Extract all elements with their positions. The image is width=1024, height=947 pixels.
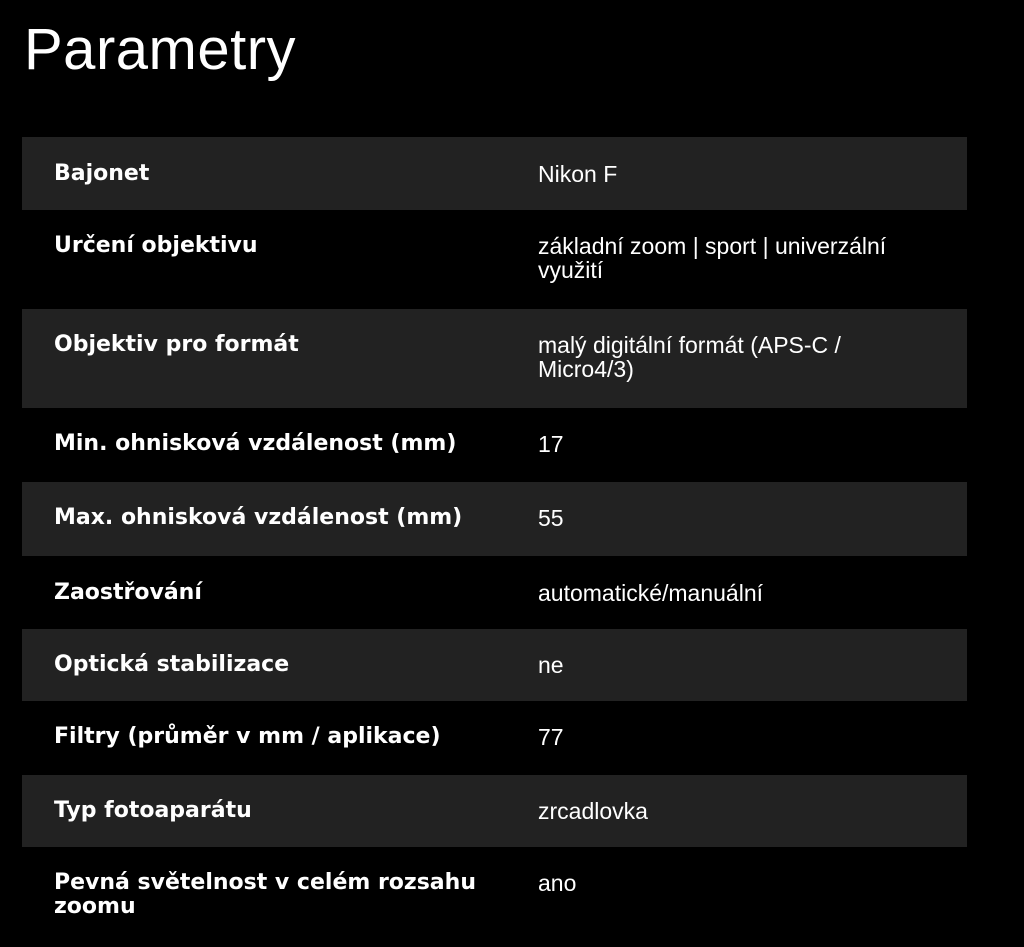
table-row bbox=[22, 775, 967, 847]
param-label: Určení objektivu bbox=[54, 233, 258, 258]
table-row bbox=[22, 210, 967, 309]
param-label: Max. ohnisková vzdálenost (mm) bbox=[54, 505, 463, 530]
table-row bbox=[22, 556, 967, 629]
table-row bbox=[22, 408, 967, 482]
param-value: 17 bbox=[538, 431, 564, 457]
table-row bbox=[22, 137, 967, 210]
table-row bbox=[22, 847, 967, 945]
param-value: 77 bbox=[538, 724, 564, 750]
param-value: zrcadlovka bbox=[538, 798, 648, 824]
param-label: Bajonet bbox=[54, 161, 150, 186]
param-value: malý digitální formát (APS-C / Micro4/3) bbox=[538, 332, 841, 382]
table-row bbox=[22, 701, 967, 775]
param-value: základní zoom | sport | univerzální využití bbox=[538, 233, 887, 283]
param-label: Zaostřování bbox=[54, 580, 202, 605]
table-row bbox=[22, 482, 967, 556]
params-table bbox=[22, 137, 967, 945]
param-value: automatické/manuální bbox=[538, 580, 764, 606]
param-label: Optická stabilizace bbox=[54, 652, 290, 677]
param-label: Typ fotoaparátu bbox=[54, 798, 252, 823]
param-label: Objektiv pro formát bbox=[54, 332, 299, 357]
param-label: Min. ohnisková vzdálenost (mm) bbox=[54, 431, 457, 456]
table-row bbox=[22, 309, 967, 408]
param-label: Pevná světelnost v celém rozsahu zoomu bbox=[54, 870, 476, 919]
page-title: Parametry bbox=[24, 17, 297, 82]
param-label: Filtry (průměr v mm / aplikace) bbox=[54, 724, 441, 749]
param-value: ano bbox=[538, 870, 577, 896]
param-value: Nikon F bbox=[538, 161, 618, 187]
param-value: ne bbox=[538, 652, 564, 678]
param-value: 55 bbox=[538, 505, 564, 531]
table-row bbox=[22, 629, 967, 701]
